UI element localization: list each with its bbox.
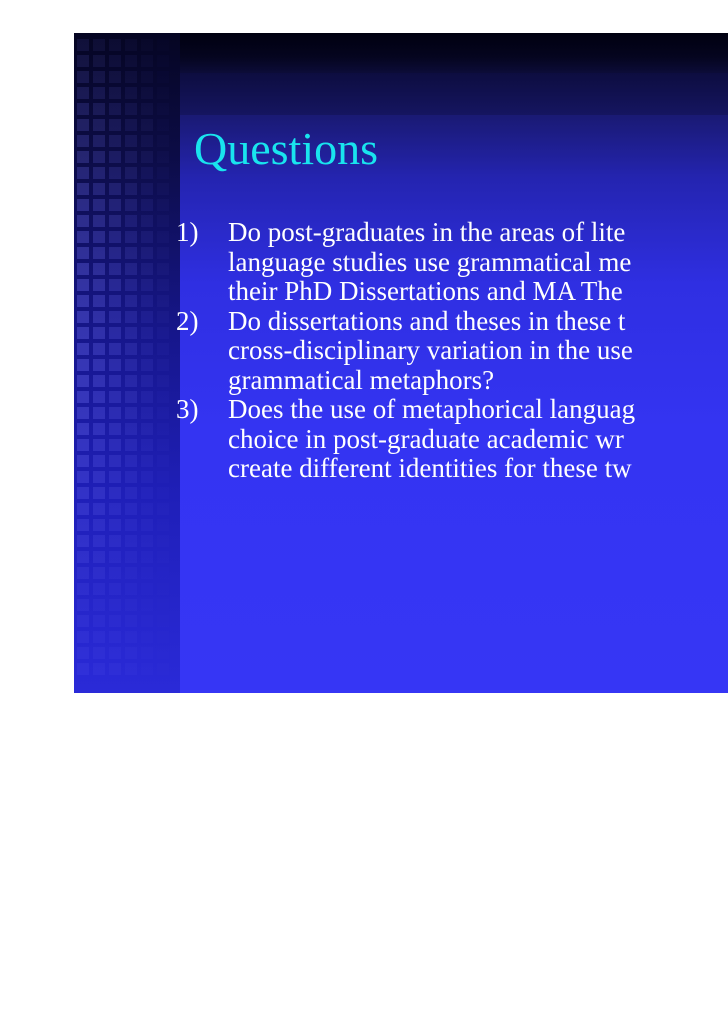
decorative-square: [125, 263, 137, 275]
decorative-square: [141, 279, 153, 291]
decorative-square: [141, 455, 153, 467]
decorative-square: [77, 423, 89, 435]
decorative-square: [157, 247, 169, 259]
decorative-square: [157, 151, 169, 163]
decorative-square: [157, 135, 169, 147]
slide-top-band: [180, 33, 728, 73]
decorative-square: [125, 247, 137, 259]
decorative-square: [157, 391, 169, 403]
question-text: Do dissertations and theses in these t: [228, 305, 626, 336]
decorative-square: [109, 391, 121, 403]
decorative-square: [141, 103, 153, 115]
decorative-square: [125, 663, 137, 675]
decorative-square: [141, 295, 153, 307]
decorative-square: [141, 343, 153, 355]
decorative-square: [77, 583, 89, 595]
decorative-square: [77, 167, 89, 179]
decorative-square: [125, 359, 137, 371]
decorative-square: [125, 439, 137, 451]
decorative-square: [109, 215, 121, 227]
decorative-square: [77, 311, 89, 323]
decorative-square: [77, 567, 89, 579]
decorative-square: [109, 615, 121, 627]
decorative-square: [77, 551, 89, 563]
decorative-square: [157, 87, 169, 99]
decorative-square: [157, 279, 169, 291]
decorative-square: [109, 535, 121, 547]
decorative-square: [93, 487, 105, 499]
decorative-square: [157, 119, 169, 131]
decorative-square: [93, 167, 105, 179]
decorative-square: [109, 375, 121, 387]
decorative-square: [141, 87, 153, 99]
decorative-square: [125, 583, 137, 595]
decorative-square: [109, 471, 121, 483]
decorative-square: [141, 119, 153, 131]
decorative-square: [77, 103, 89, 115]
decorative-square: [93, 327, 105, 339]
decorative-square: [77, 71, 89, 83]
decorative-square: [93, 503, 105, 515]
decorative-square: [77, 535, 89, 547]
decorative-square: [93, 407, 105, 419]
decorative-square: [157, 503, 169, 515]
decorative-square: [77, 471, 89, 483]
decorative-square: [77, 455, 89, 467]
decorative-square: [109, 279, 121, 291]
decorative-square: [141, 359, 153, 371]
decorative-square: [77, 39, 89, 51]
decorative-square: [109, 103, 121, 115]
decorative-square: [93, 599, 105, 611]
question-line: [176, 395, 728, 425]
decorative-square: [157, 583, 169, 595]
decorative-square: [109, 567, 121, 579]
decorative-square: [77, 615, 89, 627]
question-line: cross-disciplinary variation in the use: [228, 335, 633, 365]
question-line: [176, 307, 728, 337]
decorative-square: [157, 215, 169, 227]
decorative-square: [125, 599, 137, 611]
decorative-square: [141, 663, 153, 675]
question-text: Does the use of metaphorical languag: [228, 394, 636, 424]
decorative-square: [125, 71, 137, 83]
decorative-square: [109, 519, 121, 531]
decorative-square: [125, 615, 137, 627]
decorative-square: [157, 519, 169, 531]
decorative-square: [157, 231, 169, 243]
decorative-square: [93, 343, 105, 355]
decorative-square: [141, 231, 153, 243]
decorative-square: [93, 311, 105, 323]
decorative-square: [109, 295, 121, 307]
decorative-square: [93, 135, 105, 147]
question-line: [176, 218, 728, 248]
decorative-square: [141, 519, 153, 531]
decorative-square: [125, 567, 137, 579]
decorative-square: [141, 199, 153, 211]
decorative-square: [125, 295, 137, 307]
decorative-square: [109, 503, 121, 515]
decorative-square: [141, 647, 153, 659]
decorative-square: [141, 407, 153, 419]
decorative-square: [141, 375, 153, 387]
decorative-square: [109, 231, 121, 243]
decorative-square: [109, 343, 121, 355]
decorative-square: [93, 263, 105, 275]
decorative-square: [125, 167, 137, 179]
decorative-square: [77, 55, 89, 67]
decorative-square: [93, 519, 105, 531]
question-number: 3): [176, 394, 199, 424]
decorative-square: [77, 199, 89, 211]
decorative-square: [125, 215, 137, 227]
decorative-square: [77, 375, 89, 387]
decorative-square: [157, 375, 169, 387]
decorative-square: [77, 119, 89, 131]
decorative-square: [125, 551, 137, 563]
decorative-square: [77, 647, 89, 659]
decorative-square: [141, 487, 153, 499]
decorative-square: [157, 615, 169, 627]
decorative-square: [141, 135, 153, 147]
decorative-square: [157, 199, 169, 211]
decorative-square: [157, 663, 169, 675]
decorative-square: [109, 119, 121, 131]
decorative-square: [141, 631, 153, 643]
decorative-square: [77, 391, 89, 403]
decorative-square: [125, 135, 137, 147]
decorative-square: [77, 407, 89, 419]
decorative-square: [157, 599, 169, 611]
decorative-square: [77, 151, 89, 163]
decorative-square: [93, 423, 105, 435]
decorative-square: [93, 583, 105, 595]
question-item: [176, 307, 728, 396]
decorative-square: [157, 167, 169, 179]
decorative-square: [141, 439, 153, 451]
decorative-square: [141, 535, 153, 547]
decorative-square: [77, 231, 89, 243]
decorative-square: [125, 423, 137, 435]
decorative-square: [77, 343, 89, 355]
decorative-square: [141, 183, 153, 195]
decorative-square: [77, 519, 89, 531]
decorative-square: [157, 471, 169, 483]
decorative-square: [157, 55, 169, 67]
decorative-square: [109, 583, 121, 595]
decorative-square: [93, 39, 105, 51]
decorative-square: [157, 551, 169, 563]
decorative-square: [157, 631, 169, 643]
decorative-square: [141, 327, 153, 339]
decorative-square: [93, 103, 105, 115]
decorative-square: [109, 87, 121, 99]
decorative-square: [93, 119, 105, 131]
decorative-square: [125, 199, 137, 211]
decorative-square: [93, 647, 105, 659]
decorative-square: [77, 295, 89, 307]
decorative-square: [77, 247, 89, 259]
slide-header-band: [180, 73, 728, 115]
decorative-square: [109, 247, 121, 259]
decorative-square: [125, 183, 137, 195]
decorative-square: [77, 487, 89, 499]
question-line: grammatical metaphors?: [228, 364, 495, 395]
question-number: 2): [176, 305, 199, 336]
decorative-square: [93, 55, 105, 67]
decorative-square: [109, 599, 121, 611]
decorative-square: [157, 183, 169, 195]
decorative-square: [157, 103, 169, 115]
decorative-square: [157, 407, 169, 419]
decorative-square: [109, 359, 121, 371]
decorative-square: [77, 263, 89, 275]
decorative-square: [93, 247, 105, 259]
decorative-square: [157, 359, 169, 371]
slide: [74, 33, 728, 693]
decorative-square: [93, 567, 105, 579]
decorative-square: [141, 583, 153, 595]
decorative-square: [125, 647, 137, 659]
question-line: language studies use grammatical me: [228, 246, 632, 277]
decorative-square: [141, 551, 153, 563]
decorative-square: [109, 263, 121, 275]
decorative-square: [141, 167, 153, 179]
decorative-square: [93, 663, 105, 675]
decorative-square: [141, 615, 153, 627]
decorative-square: [141, 471, 153, 483]
question-line: create different identities for these tw: [228, 453, 632, 483]
decorative-square: [125, 343, 137, 355]
decorative-square: [109, 55, 121, 67]
decorative-square: [141, 71, 153, 83]
decorative-square: [125, 311, 137, 323]
decorative-square: [141, 55, 153, 67]
decorative-square: [109, 71, 121, 83]
decorative-square: [93, 295, 105, 307]
decorative-square: [125, 407, 137, 419]
decorative-square: [125, 391, 137, 403]
decorative-square: [125, 455, 137, 467]
decorative-square: [93, 199, 105, 211]
decorative-square: [93, 471, 105, 483]
decorative-square: [77, 439, 89, 451]
decorative-square: [93, 215, 105, 227]
decorative-square: [109, 199, 121, 211]
decorative-square: [157, 423, 169, 435]
decorative-square: [109, 311, 121, 323]
decorative-square: [77, 327, 89, 339]
slide-left-band: [74, 33, 180, 693]
decorative-square: [77, 279, 89, 291]
decorative-square: [141, 567, 153, 579]
decorative-square: [93, 615, 105, 627]
question-item: [176, 395, 728, 484]
decorative-square: [125, 519, 137, 531]
decorative-square: [93, 551, 105, 563]
question-line: choice in post-graduate academic wr: [228, 423, 624, 454]
decorative-square: [77, 631, 89, 643]
decorative-square: [125, 327, 137, 339]
decorative-square: [109, 551, 121, 563]
decorative-square: [109, 39, 121, 51]
decorative-square: [77, 663, 89, 675]
decorative-square: [125, 279, 137, 291]
decorative-square: [157, 487, 169, 499]
decorative-square: [157, 327, 169, 339]
decorative-square: [157, 567, 169, 579]
decorative-square: [125, 119, 137, 131]
decorative-square: [109, 327, 121, 339]
decorative-square-grid: [77, 33, 177, 693]
decorative-square: [141, 503, 153, 515]
decorative-square: [125, 103, 137, 115]
decorative-square: [93, 439, 105, 451]
decorative-square: [125, 631, 137, 643]
decorative-square: [93, 455, 105, 467]
decorative-square: [77, 135, 89, 147]
decorative-square: [125, 39, 137, 51]
decorative-square: [141, 599, 153, 611]
decorative-square: [141, 391, 153, 403]
decorative-square: [93, 631, 105, 643]
decorative-square: [93, 535, 105, 547]
decorative-square: [93, 183, 105, 195]
decorative-square: [141, 247, 153, 259]
decorative-square: [77, 183, 89, 195]
decorative-square: [157, 439, 169, 451]
decorative-square: [141, 423, 153, 435]
decorative-square: [125, 231, 137, 243]
decorative-square: [125, 471, 137, 483]
decorative-square: [125, 375, 137, 387]
decorative-square: [93, 231, 105, 243]
decorative-square: [93, 279, 105, 291]
decorative-square: [157, 343, 169, 355]
decorative-square: [77, 599, 89, 611]
decorative-square: [93, 87, 105, 99]
decorative-square: [125, 87, 137, 99]
decorative-square: [93, 71, 105, 83]
decorative-square: [157, 39, 169, 51]
decorative-square: [77, 503, 89, 515]
question-item: [176, 218, 728, 307]
decorative-square: [109, 167, 121, 179]
decorative-square: [125, 535, 137, 547]
decorative-square: [109, 135, 121, 147]
decorative-square: [93, 391, 105, 403]
decorative-square: [125, 503, 137, 515]
question-list: [176, 218, 728, 484]
question-text: Do post-graduates in the areas of lite: [228, 217, 626, 247]
decorative-square: [157, 71, 169, 83]
decorative-square: [109, 423, 121, 435]
decorative-square: [141, 39, 153, 51]
decorative-square: [93, 359, 105, 371]
question-line: their PhD Dissertations and MA The: [228, 276, 623, 306]
decorative-square: [141, 311, 153, 323]
decorative-square: [157, 455, 169, 467]
decorative-square: [157, 263, 169, 275]
decorative-square: [77, 87, 89, 99]
decorative-square: [109, 663, 121, 675]
decorative-square: [157, 311, 169, 323]
decorative-square: [157, 647, 169, 659]
question-number: 1): [176, 217, 199, 247]
decorative-square: [125, 487, 137, 499]
decorative-square: [157, 295, 169, 307]
decorative-square: [157, 535, 169, 547]
decorative-square: [109, 487, 121, 499]
decorative-square: [109, 647, 121, 659]
decorative-square: [109, 631, 121, 643]
decorative-square: [93, 375, 105, 387]
decorative-square: [109, 455, 121, 467]
decorative-square: [109, 439, 121, 451]
decorative-square: [77, 215, 89, 227]
slide-title: Questions: [194, 123, 378, 174]
decorative-square: [141, 151, 153, 163]
decorative-square: [109, 151, 121, 163]
decorative-square: [141, 215, 153, 227]
decorative-square: [125, 55, 137, 67]
decorative-square: [109, 183, 121, 195]
decorative-square: [109, 407, 121, 419]
decorative-square: [77, 359, 89, 371]
decorative-square: [93, 151, 105, 163]
decorative-square: [141, 263, 153, 275]
decorative-square: [125, 151, 137, 163]
